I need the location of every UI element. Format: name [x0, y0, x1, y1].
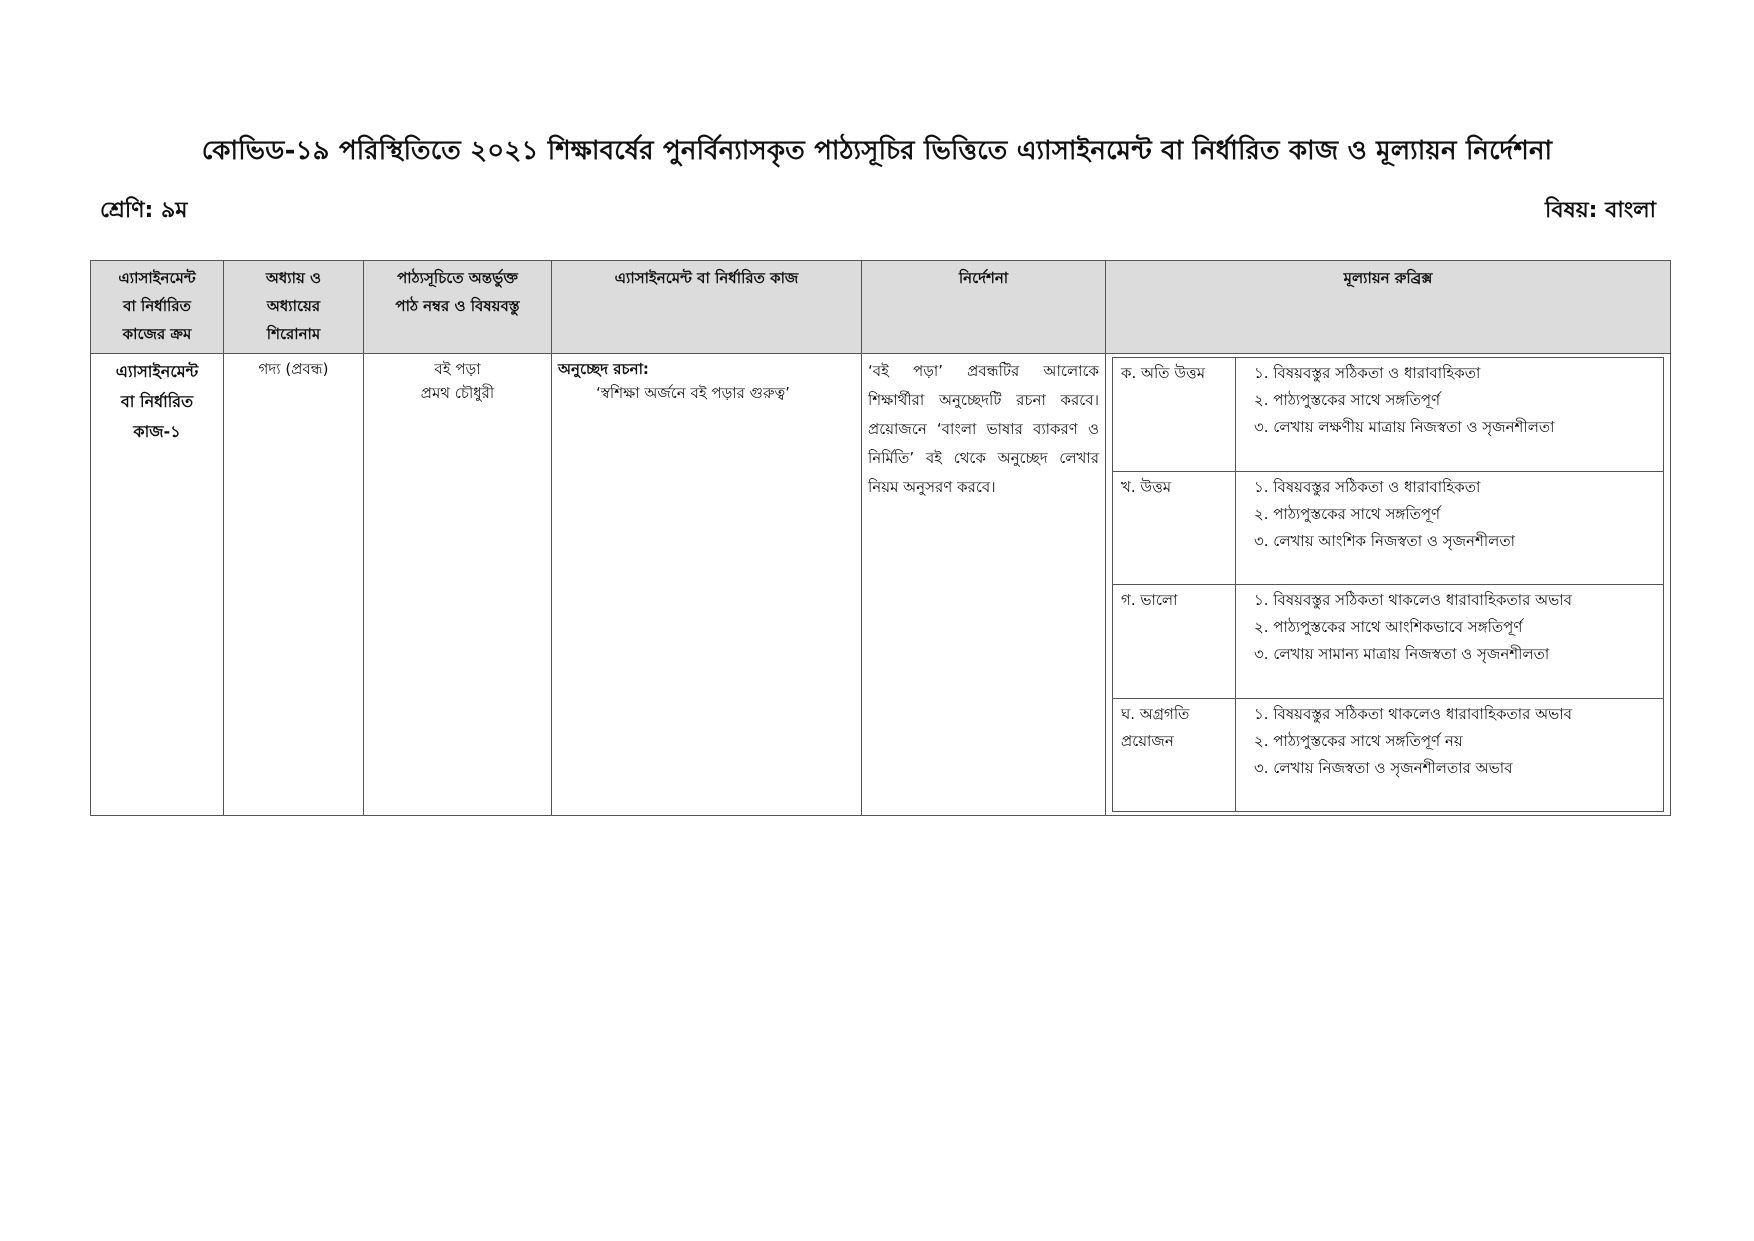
header-line: পাঠ নম্বর ও বিষয়বস্তু	[395, 297, 520, 315]
header-instruction: নির্দেশনা	[862, 261, 1106, 354]
task-cell	[552, 354, 862, 816]
header-rubric: মূল্যায়ন রুব্রিক্স	[1106, 261, 1671, 354]
header-line: বা নির্ধারিত	[123, 297, 191, 315]
criterion: ১. বিষয়বস্তুর সঠিকতা ও ধারাবাহিকতা	[1254, 364, 1481, 382]
task-heading: অনুচ্ছেদ রচনা:	[558, 360, 649, 378]
header-assignment-order	[91, 261, 224, 354]
header-task: এ্যাসাইনমেন্ট বা নির্ধারিত কাজ	[552, 261, 862, 354]
criterion: ২. পাঠ্যপুস্তকের সাথে সঙ্গতিপূর্ণ	[1254, 504, 1441, 523]
criterion: ২. পাঠ্যপুস্তকের সাথে সঙ্গতিপূর্ণ নয়	[1254, 731, 1463, 750]
cell-line: প্রমথ চৌধুরী	[420, 384, 495, 402]
criterion: ২. পাঠ্যপুস্তকের সাথে সঙ্গতিপূর্ণ	[1254, 391, 1441, 409]
criterion: ১. বিষয়বস্তুর সঠিকতা থাকলেও ধারাবাহিকতার অভাব	[1254, 591, 1573, 609]
table-row	[91, 354, 1671, 816]
rubric-level: গ. ভালো	[1113, 585, 1236, 699]
rubric-row	[1113, 698, 1664, 812]
cell-line: বই পড়া	[434, 360, 481, 378]
header-chapter	[224, 261, 364, 354]
header-line: এ্যাসাইনমেন্ট	[118, 269, 196, 287]
page-title: কোভিড-১৯ পরিস্থিতিতে ২০২১ শিক্ষাবর্ষের পুনর্বিন্যাসকৃত পাঠ্যসূচির ভিত্তিতে এ্যাসাইনমেন্ট বা নির্ধারিত কাজ ও মূল্যায়ন নির্দেশনা	[201, 136, 1553, 166]
criterion: ৩. লেখায় আংশিক নিজস্বতা ও সৃজনশীলতা	[1254, 531, 1515, 550]
chapter-cell	[224, 354, 364, 816]
rubric-criteria	[1236, 358, 1664, 472]
criterion: ৩. লেখায় লক্ষণীয় মাত্রায় নিজস্বতা ও সৃজনশীলতা	[1254, 418, 1555, 436]
assignment-table	[90, 260, 1671, 816]
header-line: অধ্যায়ের	[266, 297, 321, 315]
cell-line: বা নির্ধারিত	[120, 392, 194, 411]
rubric-table	[1112, 357, 1664, 812]
rubric-level: খ. উত্তম	[1113, 471, 1236, 585]
header-line: পাঠ্যসূচিতে অন্তর্ভুক্ত	[397, 269, 518, 287]
criterion: ২. পাঠ্যপুস্তকের সাথে আংশিকভাবে সঙ্গতিপূর্ণ	[1254, 618, 1523, 636]
subject-label: বিষয়: বাংলা	[1545, 198, 1656, 223]
task-topic: ‘স্বশিক্ষা অর্জনে বই পড়ার গুরুত্ব’	[596, 384, 790, 402]
rubric-criteria	[1236, 585, 1664, 699]
header-line: অধ্যায় ও	[265, 269, 322, 287]
rubric-criteria	[1236, 698, 1664, 812]
rubric-level: ক. অতি উত্তম	[1113, 358, 1236, 472]
header-lesson	[364, 261, 552, 354]
cell-line: এ্যাসাইনমেন্ট	[115, 362, 199, 381]
table-header-row	[91, 261, 1671, 354]
cell-line: কাজ-১	[133, 422, 181, 441]
criterion: ৩. লেখায় নিজস্বতা ও সৃজনশীলতার অভাব	[1254, 758, 1513, 777]
rubric-row	[1113, 585, 1664, 699]
criterion: ১. বিষয়বস্তুর সঠিকতা থাকলেও ধারাবাহিকতার অভাব	[1254, 704, 1573, 723]
header-line: শিরোনাম	[266, 325, 321, 343]
cell-line: গদ্য (প্রবন্ধ)	[258, 360, 329, 378]
rubric-level: ঘ. অগ্রগতি প্রয়োজন	[1113, 698, 1236, 812]
rubric-row	[1113, 358, 1664, 472]
rubric-row	[1113, 471, 1664, 585]
rubric-criteria	[1236, 471, 1664, 585]
class-label: শ্রেণি: ৯ম	[100, 198, 188, 223]
criterion: ৩. লেখায় সামান্য মাত্রায় নিজস্বতা ও সৃজনশীলতা	[1254, 645, 1550, 663]
header-line: কাজের ক্রম	[122, 325, 192, 343]
instruction-cell: ‘বই পড়া’ প্রবন্ধটির আলোকে শিক্ষার্থীরা অনুচ্ছেদটি রচনা করবে। প্রয়োজনে ‘বাংলা ভাষার ব্যাকরণ ও নির্মিতি’ বই থেকে অনুচ্ছেদ লেখার নিয়ম অনুসরণ করবে।	[862, 354, 1106, 816]
assignment-number-cell	[91, 354, 224, 816]
lesson-cell	[364, 354, 552, 816]
rubric-cell	[1106, 354, 1671, 816]
criterion: ১. বিষয়বস্তুর সঠিকতা ও ধারাবাহিকতা	[1254, 477, 1481, 496]
